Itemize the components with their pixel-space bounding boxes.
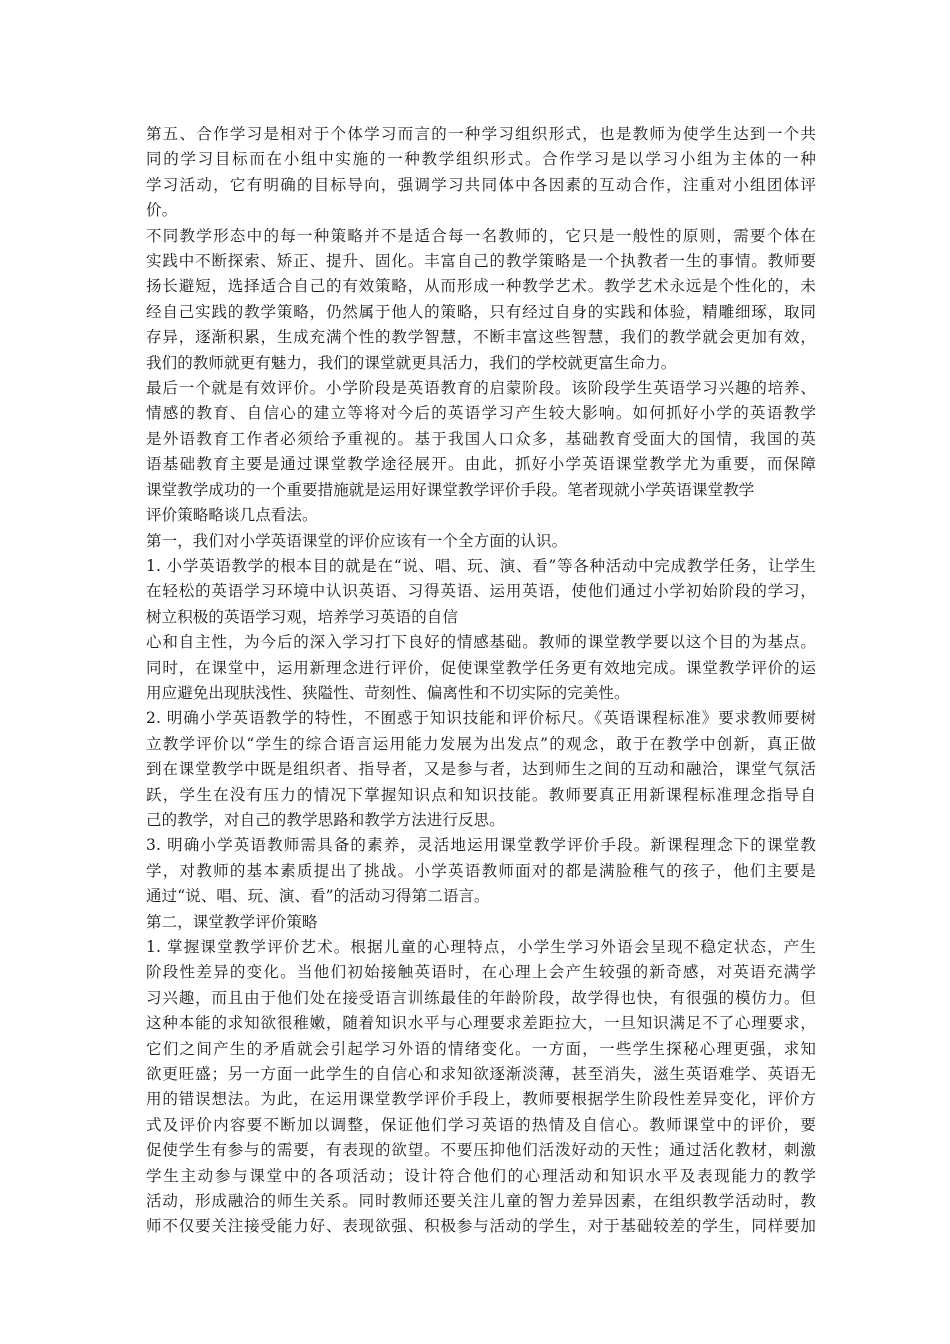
text-line: 第五、合作学习是相对于个体学习而言的一种学习组织形式，也是教师为使学生达到一个共 <box>146 125 816 143</box>
text-line: 学生主动参与课堂中的各项活动；设计符合他们的心理活动和知识水平及表现能力的教学 <box>146 1166 816 1185</box>
text-line: 评价策略略谈几点看法。 <box>146 506 318 525</box>
text-line: 同的学习目标而在小组中实施的一种教学组织形式。合作学习是以学习小组为主体的一种 <box>146 150 816 169</box>
text-line: 扬长避短，选择适合自己的有效策略，从而形成一种教学艺术。教学艺术永远是个性化的，未 <box>146 277 816 296</box>
text-line: 用的错误想法。为此，在运用课堂教学评价手段上，教师要根据学生阶段性差异变化，评价方 <box>146 1090 816 1109</box>
text-line: 3. 明确小学英语教师需具备的素养，灵活地运用课堂教学评价手段。新课程理念下的课堂教 <box>146 836 816 855</box>
text-line: 阶段性差异的变化。当他们初始接触英语时，在心理上会产生较强的新奇感，对英语充满学 <box>146 963 816 982</box>
text-line: 心和自主性，为今后的深入学习打下良好的情感基础。教师的课堂教学要以这个目的为基点。 <box>146 633 816 652</box>
text-line: 第二，课堂教学评价策略 <box>146 912 318 931</box>
text-line: 通过“说、唱、玩、演、看”的活动习得第二语言。 <box>146 887 490 906</box>
text-line: 最后一个就是有效评价。小学阶段是英语教育的启蒙阶段。该阶段学生英语学习兴趣的培养、 <box>146 379 816 398</box>
text-line: 第一，我们对小学英语课堂的评价应该有一个全方面的认识。 <box>146 531 568 550</box>
text-line: 是外语教育工作者必须给予重视的。基于我国人口众多，基础教育受面大的国情，我国的英 <box>146 429 816 448</box>
text-line: 活动，形成融洽的师生关系。同时教师还要关注儿童的智力差异因素，在组织教学活动时，教 <box>146 1192 816 1211</box>
text-line: 不同教学形态中的每一种策略并不是适合每一名教师的，它只是一般性的原则，需要个体在 <box>146 226 816 245</box>
text-line: 到在课堂教学中既是组织者、指导者，又是参与者，达到师生之间的互动和融洽，课堂气氛活 <box>146 760 816 779</box>
text-line: 在轻松的英语学习环境中认识英语、习得英语、运用英语，使他们通过小学初始阶段的学习， <box>146 582 816 601</box>
text-line: 同时，在课堂中，运用新理念进行评价，促使课堂教学任务更有效地完成。课堂教学评价的运 <box>146 658 816 677</box>
text-line: 习兴趣，而且由于他们处在接受语言训练最佳的年龄阶段，故学得也快，有很强的模仿力。但 <box>146 988 816 1007</box>
text-line: 1. 小学英语教学的根本目的就是在“说、唱、玩、演、看”等各种活动中完成教学任务，让学生 <box>146 556 816 575</box>
text-line: 用应避免出现肤浅性、狭隘性、苛刻性、偏离性和不切实际的完美性。 <box>146 683 630 702</box>
text-line: 价。 <box>146 201 178 220</box>
text-line: 师不仅要关注接受能力好、表现欲强、积极参与活动的学生，对于基础较差的学生，同样要加 <box>146 1217 816 1236</box>
text-line: 学习活动，它有明确的目标导向，强调学习共同体中各因素的互动合作，注重对小组团体评 <box>146 175 816 194</box>
document-body <box>146 122 816 1240</box>
text-line: 情感的教育、自信心的建立等将对今后的英语学习产生较大影响。如何抓好小学的英语教学 <box>146 404 816 423</box>
text-line: 存异，逐渐积累，生成充满个性的教学智慧，不断丰富这些智慧，我们的教学就会更加有效， <box>146 328 816 347</box>
text-line: 1. 掌握课堂教学评价艺术。根据儿童的心理特点，小学生学习外语会呈现不稳定状态，产生 <box>146 938 816 956</box>
text-line: 2. 明确小学英语教学的特性，不囿惑于知识技能和评价标尺。《英语课程标准》要求教师要树 <box>146 709 816 728</box>
text-line: 跃，学生在没有压力的情况下掌握知识点和知识技能。教师要真正用新课程标准理念指导自 <box>146 785 816 804</box>
text-line: 语基础教育主要是通过课堂教学途径展开。由此，抓好小学英语课堂教学尤为重要，而保障 <box>146 455 816 474</box>
text-line: 学，对教师的基本素质提出了挑战。小学英语教师面对的都是满脸稚气的孩子，他们主要是 <box>146 861 816 880</box>
text-line: 式及评价内容要不断加以调整，保证他们学习英语的热情及自信心。教师课堂中的评价，要 <box>146 1115 816 1134</box>
text-line: 己的教学，对自己的教学思路和教学方法进行反思。 <box>146 810 505 829</box>
text-line: 立教学评价以“学生的综合语言运用能力发展为出发点”的观念，敢于在教学中创新，真正做 <box>146 734 816 753</box>
text-line: 实践中不断探索、矫正、提升、固化。丰富自己的教学策略是一个执教者一生的事情。教师要 <box>146 252 816 271</box>
text-line: 课堂教学成功的一个重要措施就是运用好课堂教学评价手段。笔者现就小学英语课堂教学 <box>146 480 755 499</box>
text-line: 树立积极的英语学习观，培养学习英语的自信 <box>146 607 459 626</box>
text-line: 促使学生有参与的需要，有表现的欲望。不要压抑他们活泼好动的天性；通过活化教材，刺激 <box>146 1141 816 1160</box>
text-line: 欲更旺盛；另一方面一此学生的自信心和求知欲逐渐淡薄，甚至消失，滋生英语难学、英语无 <box>146 1065 816 1084</box>
text-line: 经自己实践的教学策略，仍然属于他人的策略，只有经过自身的实践和体验，精雕细琢，取同 <box>146 302 816 321</box>
text-line: 它们之间产生的矛盾就会引起学习外语的情绪变化。一方面，一些学生探秘心理更强，求知 <box>146 1039 816 1058</box>
text-line: 我们的教师就更有魅力，我们的课堂就更具活力，我们的学校就更富生命力。 <box>146 353 677 372</box>
text-line: 这种本能的求知欲很稚嫩，随着知识水平与心理要求差距拉大，一旦知识满足不了心理要求， <box>146 1014 816 1033</box>
